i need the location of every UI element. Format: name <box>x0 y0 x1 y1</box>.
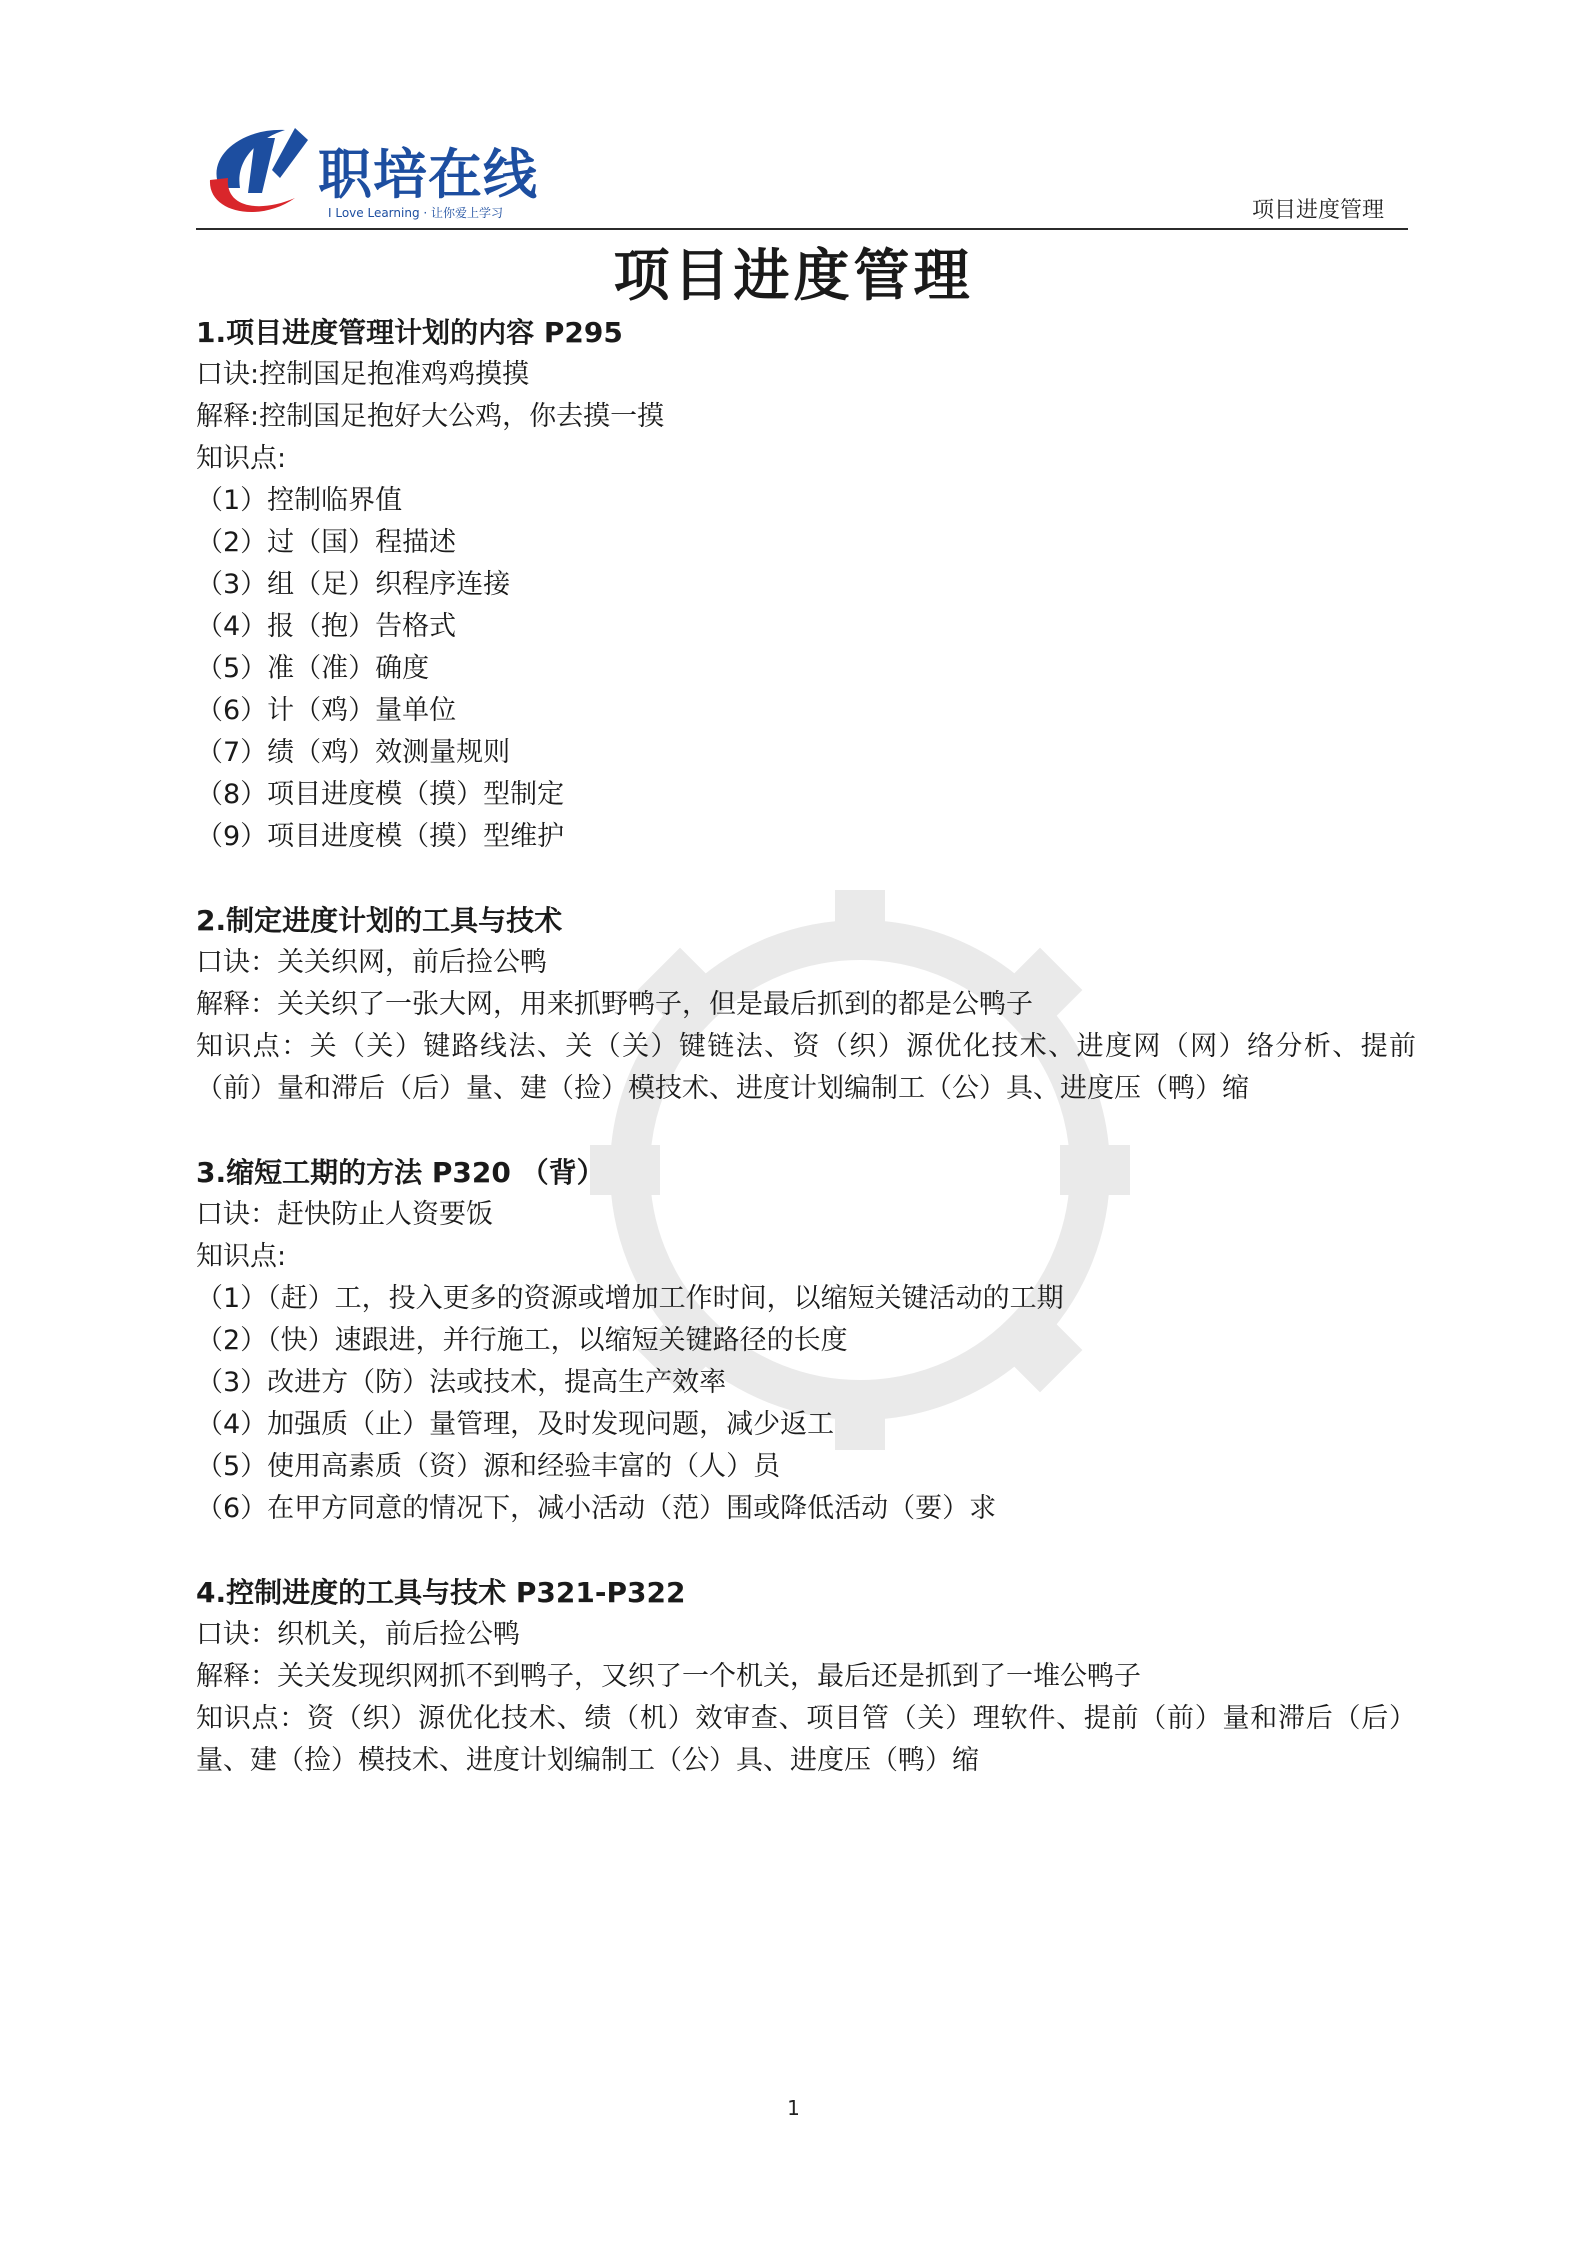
list-item: （4）报（抱）告格式 <box>196 611 457 642</box>
section-4 <box>196 1572 1416 1782</box>
knowledge-label: 知识点: <box>196 443 287 474</box>
explanation-line: 解释:控制国足抱好大公鸡，你去摸一摸 <box>196 401 665 432</box>
list-item: （8）项目进度模（摸）型制定 <box>196 779 565 810</box>
mnemonic-line: 口诀:控制国足抱准鸡鸡摸摸 <box>196 359 530 390</box>
list-item: （3）组（足）织程序连接 <box>196 569 511 600</box>
explanation-line: 解释：关关织了一张大网，用来抓野鸭子，但是最后抓到的都是公鸭子 <box>196 989 1033 1020</box>
list-item: （7）绩（鸡）效测量规则 <box>196 737 511 768</box>
list-item: （6）在甲方同意的情况下，减小活动（范）围或降低活动（要）求 <box>196 1493 997 1524</box>
list-item: （1）（赶）工，投入更多的资源或增加工作时间，以缩短关键活动的工期 <box>196 1283 1064 1314</box>
knowledge-label: 知识点: <box>196 1241 287 1272</box>
brand-logo <box>200 118 560 226</box>
list-item: （9）项目进度模（摸）型维护 <box>196 821 565 852</box>
list-item: （2）过（国）程描述 <box>196 527 457 558</box>
document-body <box>196 312 1416 1824</box>
logo-text: 职培在线 <box>318 143 538 206</box>
page-number: 1 <box>787 2096 800 2120</box>
section-heading: 3.缩短工期的方法 P320 （背） <box>196 1156 605 1189</box>
list-item: （4）加强质（止）量管理，及时发现问题，减少返工 <box>196 1409 835 1440</box>
mnemonic-line: 口诀：织机关，前后捡公鸭 <box>196 1619 520 1650</box>
section-3 <box>196 1152 1416 1530</box>
explanation-line: 解释：关关发现织网抓不到鸭子，又织了一个机关，最后还是抓到了一堆公鸭子 <box>196 1661 1141 1692</box>
list-item: （3）改进方（防）法或技术，提高生产效率 <box>196 1367 727 1398</box>
section-heading: 1.项目进度管理计划的内容 P295 <box>196 316 623 349</box>
list-item: （1）控制临界值 <box>196 485 403 516</box>
list-item: （6）计（鸡）量单位 <box>196 695 457 726</box>
list-item: （5）准（准）确度 <box>196 653 430 684</box>
list-item: （5）使用高素质（资）源和经验丰富的（人）员 <box>196 1451 781 1482</box>
mnemonic-line: 口诀：赶快防止人资要饭 <box>196 1199 493 1230</box>
page-title: 项目进度管理 <box>613 243 974 309</box>
header-title: 项目进度管理 <box>1251 198 1384 223</box>
mnemonic-line: 口诀：关关织网，前后捡公鸭 <box>196 947 547 978</box>
logo-tagline: I Love Learning · 让你爱上学习 <box>328 206 504 220</box>
section-2 <box>196 900 1416 1110</box>
list-item: （2）（快）速跟进，并行施工，以缩短关键路径的长度 <box>196 1325 848 1356</box>
section-heading: 4.控制进度的工具与技术 P321-P322 <box>196 1576 686 1609</box>
knowledge-paragraph: 知识点：关（关）键路线法、关（关）键链法、资（织）源优化技术、进度网（网）络分析、提前（前）量和滞后（后）量、建（捡）模技术、进度计划编制工（公）具、进度压（鸭）缩 <box>196 1031 1416 1104</box>
knowledge-paragraph: 知识点：资（织）源优化技术、绩（机）效审查、项目管（关）理软件、提前（前）量和滞后（后）量、建（捡）模技术、进度计划编制工（公）具、进度压（鸭）缩 <box>196 1703 1416 1776</box>
section-heading: 2.制定进度计划的工具与技术 <box>196 904 563 937</box>
logo-swoosh-icon <box>200 118 320 226</box>
page-header <box>196 110 1408 230</box>
section-1 <box>196 312 1416 858</box>
